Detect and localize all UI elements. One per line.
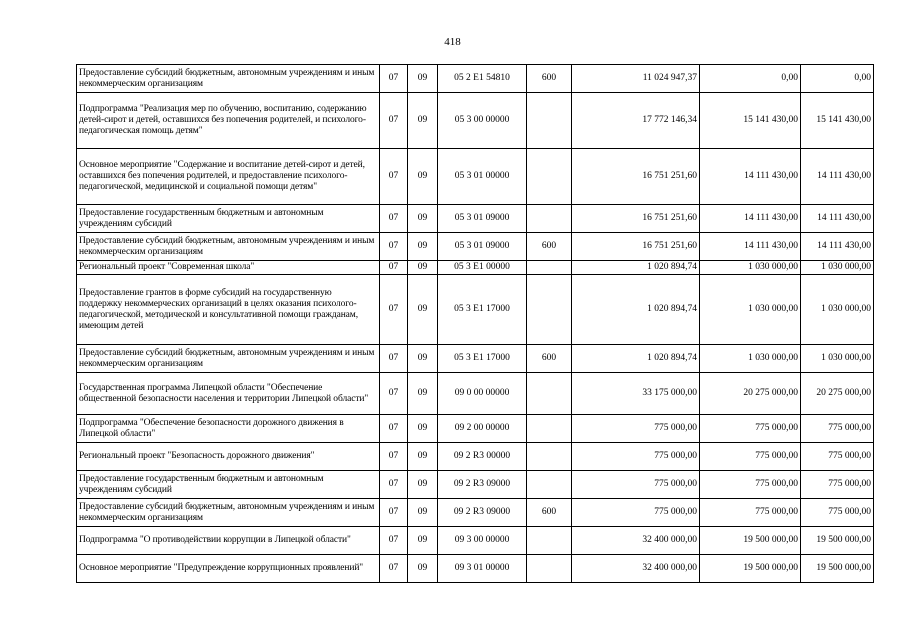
amount-2021-cell: 14 111 430,00 xyxy=(700,149,801,205)
expense-type-cell xyxy=(527,93,572,149)
table-row xyxy=(77,373,874,415)
amount-2021-cell: 14 111 430,00 xyxy=(700,233,801,261)
amount-2021-cell: 1 030 000,00 xyxy=(700,275,801,345)
expense-type-cell xyxy=(527,443,572,471)
target-article-cell: 05 3 E1 00000 xyxy=(438,261,527,275)
section-code-cell: 07 xyxy=(380,261,408,275)
amount-2020-cell: 32 400 000,00 xyxy=(572,527,700,555)
row-name-cell: Предоставление субсидий бюджетным, автономным учреждениям и иным некоммерческим организациям xyxy=(77,65,380,93)
subsection-code-cell: 09 xyxy=(408,65,438,93)
table-row xyxy=(77,499,874,527)
section-code-cell: 07 xyxy=(380,499,408,527)
subsection-code-cell: 09 xyxy=(408,471,438,499)
amount-2022-cell: 19 500 000,00 xyxy=(801,527,874,555)
amount-2021-cell: 15 141 430,00 xyxy=(700,93,801,149)
amount-2021-cell: 19 500 000,00 xyxy=(700,527,801,555)
amount-2021-cell: 1 030 000,00 xyxy=(700,261,801,275)
section-code-cell: 07 xyxy=(380,345,408,373)
amount-2022-cell: 1 030 000,00 xyxy=(801,261,874,275)
amount-2022-cell: 0,00 xyxy=(801,65,874,93)
amount-2020-cell: 775 000,00 xyxy=(572,415,700,443)
subsection-code-cell: 09 xyxy=(408,233,438,261)
amount-2022-cell: 15 141 430,00 xyxy=(801,93,874,149)
amount-2022-cell: 775 000,00 xyxy=(801,499,874,527)
target-article-cell: 05 3 E1 17000 xyxy=(438,275,527,345)
amount-2020-cell: 1 020 894,74 xyxy=(572,275,700,345)
target-article-cell: 05 3 00 00000 xyxy=(438,93,527,149)
expense-type-cell xyxy=(527,555,572,583)
expense-type-cell xyxy=(527,373,572,415)
amount-2020-cell: 16 751 251,60 xyxy=(572,149,700,205)
subsection-code-cell: 09 xyxy=(408,373,438,415)
subsection-code-cell: 09 xyxy=(408,499,438,527)
amount-2020-cell: 33 175 000,00 xyxy=(572,373,700,415)
target-article-cell: 09 3 01 00000 xyxy=(438,555,527,583)
row-name-cell: Региональный проект "Безопасность дорожного движения" xyxy=(77,443,380,471)
amount-2021-cell: 775 000,00 xyxy=(700,471,801,499)
subsection-code-cell: 09 xyxy=(408,555,438,583)
table-row xyxy=(77,443,874,471)
subsection-code-cell: 09 xyxy=(408,415,438,443)
row-name-cell: Подпрограмма "Обеспечение безопасности дорожного движения в Липецкой области" xyxy=(77,415,380,443)
table-row xyxy=(77,261,874,275)
table-row xyxy=(77,415,874,443)
target-article-cell: 09 2 R3 09000 xyxy=(438,499,527,527)
table-row xyxy=(77,233,874,261)
budget-table xyxy=(76,64,874,583)
section-code-cell: 07 xyxy=(380,415,408,443)
target-article-cell: 09 2 R3 09000 xyxy=(438,471,527,499)
section-code-cell: 07 xyxy=(380,373,408,415)
amount-2022-cell: 775 000,00 xyxy=(801,471,874,499)
expense-type-cell xyxy=(527,415,572,443)
row-name-cell: Предоставление государственным бюджетным и автономным учреждениям субсидий xyxy=(77,471,380,499)
row-name-cell: Предоставление субсидий бюджетным, автономным учреждениям и иным некоммерческим организациям xyxy=(77,233,380,261)
row-name-cell: Региональный проект "Современная школа" xyxy=(77,261,380,275)
amount-2020-cell: 775 000,00 xyxy=(572,471,700,499)
amount-2020-cell: 1 020 894,74 xyxy=(572,345,700,373)
table-row xyxy=(77,471,874,499)
subsection-code-cell: 09 xyxy=(408,149,438,205)
amount-2020-cell: 1 020 894,74 xyxy=(572,261,700,275)
section-code-cell: 07 xyxy=(380,65,408,93)
amount-2021-cell: 0,00 xyxy=(700,65,801,93)
table-row xyxy=(77,149,874,205)
amount-2021-cell: 19 500 000,00 xyxy=(700,555,801,583)
expense-type-cell xyxy=(527,471,572,499)
table-row xyxy=(77,205,874,233)
amount-2020-cell: 11 024 947,37 xyxy=(572,65,700,93)
amount-2021-cell: 20 275 000,00 xyxy=(700,373,801,415)
amount-2021-cell: 775 000,00 xyxy=(700,499,801,527)
amount-2021-cell: 775 000,00 xyxy=(700,443,801,471)
amount-2022-cell: 1 030 000,00 xyxy=(801,345,874,373)
amount-2020-cell: 16 751 251,60 xyxy=(572,205,700,233)
target-article-cell: 05 3 01 09000 xyxy=(438,205,527,233)
section-code-cell: 07 xyxy=(380,275,408,345)
amount-2022-cell: 14 111 430,00 xyxy=(801,205,874,233)
row-name-cell: Государственная программа Липецкой области "Обеспечение общественной безопасности населения и территории Липецкой области" xyxy=(77,373,380,415)
table-row xyxy=(77,93,874,149)
subsection-code-cell: 09 xyxy=(408,93,438,149)
amount-2021-cell: 775 000,00 xyxy=(700,415,801,443)
amount-2022-cell: 14 111 430,00 xyxy=(801,233,874,261)
row-name-cell: Подпрограмма "Реализация мер по обучению, воспитанию, содержанию детей-сирот и детей, оставшихся без попечения родителей, и психолого-педагогическая помощь детям" xyxy=(77,93,380,149)
section-code-cell: 07 xyxy=(380,443,408,471)
target-article-cell: 05 3 01 09000 xyxy=(438,233,527,261)
expense-type-cell: 600 xyxy=(527,499,572,527)
subsection-code-cell: 09 xyxy=(408,345,438,373)
subsection-code-cell: 09 xyxy=(408,275,438,345)
target-article-cell: 05 3 E1 17000 xyxy=(438,345,527,373)
table-row xyxy=(77,275,874,345)
amount-2021-cell: 14 111 430,00 xyxy=(700,205,801,233)
amount-2020-cell: 17 772 146,34 xyxy=(572,93,700,149)
amount-2020-cell: 32 400 000,00 xyxy=(572,555,700,583)
amount-2020-cell: 775 000,00 xyxy=(572,499,700,527)
table-row xyxy=(77,345,874,373)
section-code-cell: 07 xyxy=(380,555,408,583)
row-name-cell: Предоставление государственным бюджетным и автономным учреждениям субсидий xyxy=(77,205,380,233)
target-article-cell: 09 0 00 00000 xyxy=(438,373,527,415)
expense-type-cell xyxy=(527,527,572,555)
expense-type-cell: 600 xyxy=(527,345,572,373)
target-article-cell: 09 3 00 00000 xyxy=(438,527,527,555)
target-article-cell: 05 2 E1 54810 xyxy=(438,65,527,93)
amount-2022-cell: 14 111 430,00 xyxy=(801,149,874,205)
amount-2020-cell: 16 751 251,60 xyxy=(572,233,700,261)
amount-2020-cell: 775 000,00 xyxy=(572,443,700,471)
row-name-cell: Предоставление грантов в форме субсидий на государственную поддержку некоммерческих организаций в целях оказания психолого-педагогической, методической и консультативной помощи гражданам, имеющим детей xyxy=(77,275,380,345)
row-name-cell: Основное мероприятие "Предупреждение коррупционных проявлений" xyxy=(77,555,380,583)
table-body xyxy=(77,65,874,583)
row-name-cell: Основное мероприятие "Содержание и воспитание детей-сирот и детей, оставшихся без попечения родителей, и предоставление психолого-педагогической, медицинской и социальной помощи детям" xyxy=(77,149,380,205)
section-code-cell: 07 xyxy=(380,149,408,205)
expense-type-cell: 600 xyxy=(527,233,572,261)
row-name-cell: Предоставление субсидий бюджетным, автономным учреждениям и иным некоммерческим организациям xyxy=(77,499,380,527)
section-code-cell: 07 xyxy=(380,233,408,261)
row-name-cell: Предоставление субсидий бюджетным, автономным учреждениям и иным некоммерческим организациям xyxy=(77,345,380,373)
subsection-code-cell: 09 xyxy=(408,443,438,471)
table-row xyxy=(77,65,874,93)
section-code-cell: 07 xyxy=(380,205,408,233)
expense-type-cell: 600 xyxy=(527,65,572,93)
target-article-cell: 09 2 R3 00000 xyxy=(438,443,527,471)
table-row xyxy=(77,555,874,583)
expense-type-cell xyxy=(527,275,572,345)
section-code-cell: 07 xyxy=(380,93,408,149)
amount-2021-cell: 1 030 000,00 xyxy=(700,345,801,373)
row-name-cell: Подпрограмма "О противодействии коррупции в Липецкой области" xyxy=(77,527,380,555)
table-row xyxy=(77,527,874,555)
expense-type-cell xyxy=(527,205,572,233)
expense-type-cell xyxy=(527,149,572,205)
target-article-cell: 05 3 01 00000 xyxy=(438,149,527,205)
subsection-code-cell: 09 xyxy=(408,527,438,555)
subsection-code-cell: 09 xyxy=(408,261,438,275)
amount-2022-cell: 775 000,00 xyxy=(801,443,874,471)
section-code-cell: 07 xyxy=(380,527,408,555)
expense-type-cell xyxy=(527,261,572,275)
target-article-cell: 09 2 00 00000 xyxy=(438,415,527,443)
amount-2022-cell: 775 000,00 xyxy=(801,415,874,443)
section-code-cell: 07 xyxy=(380,471,408,499)
amount-2022-cell: 1 030 000,00 xyxy=(801,275,874,345)
subsection-code-cell: 09 xyxy=(408,205,438,233)
amount-2022-cell: 19 500 000,00 xyxy=(801,555,874,583)
amount-2022-cell: 20 275 000,00 xyxy=(801,373,874,415)
page-number: 418 xyxy=(444,36,461,48)
